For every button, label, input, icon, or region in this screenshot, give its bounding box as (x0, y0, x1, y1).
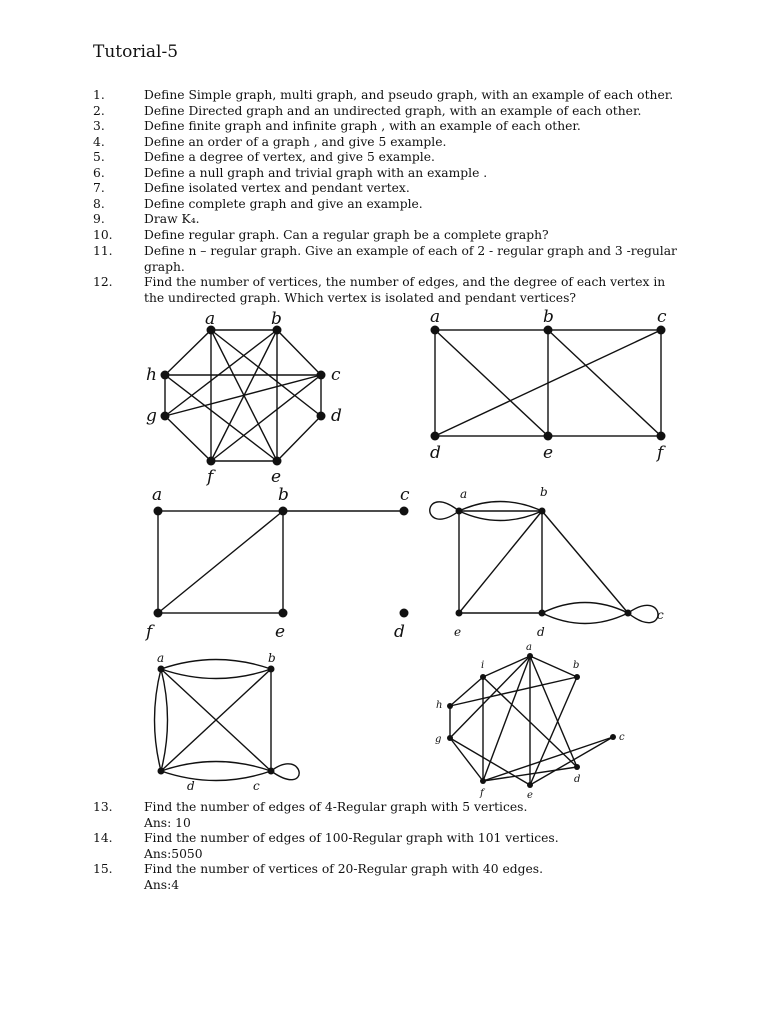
question-number: 9. (93, 212, 105, 226)
vertex-label: f (207, 467, 214, 487)
question-text: Define n – regular graph. Give an example of each of 2 - regular graph and 3 -regular graph. (144, 244, 677, 274)
question-number: 14. (93, 831, 113, 845)
vertex (657, 432, 666, 441)
vertex (207, 457, 216, 466)
vertex (625, 610, 632, 617)
vertex (154, 507, 163, 516)
vertex (539, 508, 546, 515)
question-text: Draw K₄. (144, 212, 200, 226)
vertex-label: c (657, 608, 664, 622)
graph-1 (165, 330, 321, 461)
graph-5 (155, 660, 300, 781)
question-number: 1. (93, 88, 105, 102)
vertex-label: a (526, 642, 532, 653)
vertex-label: d (394, 622, 405, 642)
graph-3 (158, 511, 404, 613)
vertex-label: c (331, 365, 341, 385)
question-number: 15. (93, 862, 113, 876)
question-text: Define a null graph and trivial graph with an example . (144, 166, 488, 180)
vertex-label: e (271, 467, 282, 487)
graph-2 (435, 330, 661, 436)
vertex (480, 674, 486, 680)
question-number: 12. (93, 275, 113, 289)
question-text: Define isolated vertex and pendant vertex. (144, 181, 410, 195)
answer-text: Ans: 10 (144, 816, 191, 830)
vertex (527, 782, 533, 788)
vertex-label: g (435, 734, 442, 745)
vertex-label: e (527, 790, 533, 801)
vertex (527, 653, 533, 659)
question-text: Define complete graph and give an example. (144, 197, 423, 211)
vertex-label: h (146, 365, 157, 385)
vertex-label: a (152, 485, 163, 505)
question-number: 8. (93, 197, 105, 211)
vertex-label: c (253, 779, 260, 793)
question-text: Find the number of edges of 4-Regular graph with 5 vertices. (144, 800, 528, 814)
question-number: 2. (93, 104, 105, 118)
vertex-label: f (657, 443, 664, 463)
vertex-label: c (400, 485, 410, 505)
answer-text: Ans:4 (144, 878, 180, 892)
vertex (447, 703, 453, 709)
question-number: 7. (93, 181, 105, 195)
vertex-label: a (460, 487, 468, 501)
vertex-label: e (543, 443, 554, 463)
vertex (158, 768, 165, 775)
question-text: Define Simple graph, multi graph, and pseudo graph, with an example of each other. (144, 88, 674, 102)
vertex (279, 507, 288, 516)
vertex (480, 778, 486, 784)
vertex-label: d (331, 406, 342, 426)
vertex (158, 666, 165, 673)
vertex (279, 609, 288, 618)
vertex-label: d (187, 779, 195, 793)
vertex-label: d (430, 443, 441, 463)
question-text: Define finite graph and infinite graph , with an example of each other. (144, 119, 581, 133)
vertex-label: f (146, 622, 153, 642)
vertex (456, 508, 463, 515)
vertex (161, 371, 170, 380)
vertex-label: d (574, 774, 581, 785)
vertex-label: e (454, 625, 462, 639)
vertex (544, 432, 553, 441)
question-number: 11. (93, 244, 113, 258)
vertex (273, 457, 282, 466)
vertex-label: a (157, 651, 165, 665)
answer-text: Ans:5050 (144, 847, 203, 861)
question-number: 13. (93, 800, 113, 814)
question-number: 4. (93, 135, 105, 149)
vertex (447, 735, 453, 741)
vertex-label: b (543, 307, 554, 327)
question-text: Define Directed graph and an undirected graph, with an example of each other. (144, 104, 642, 118)
vertex-label: a (430, 307, 441, 327)
vertex (400, 609, 409, 618)
vertex (268, 666, 275, 673)
vertex-label: i (481, 660, 485, 671)
vertex (317, 412, 326, 421)
vertex (154, 609, 163, 618)
vertex (400, 507, 409, 516)
vertex-label: b (573, 660, 580, 671)
vertex-label: c (619, 732, 625, 743)
vertex (431, 432, 440, 441)
question-text: Define a degree of vertex, and give 5 example. (144, 150, 435, 164)
vertex-label: b (268, 651, 276, 665)
vertex (610, 734, 616, 740)
question-text: Find the number of vertices, the number of edges, and the degree of each vertex in the undirected graph. Which vertex is isolated and pendant vertices? (144, 275, 666, 305)
vertex-label: g (146, 406, 157, 426)
question-number: 3. (93, 119, 105, 133)
vertex-label: h (436, 700, 443, 711)
question-text: Find the number of vertices of 20-Regular graph with 40 edges. (144, 862, 544, 876)
vertex-label: d (537, 625, 545, 639)
vertex (574, 764, 580, 770)
vertex (456, 610, 463, 617)
question-number: 5. (93, 150, 105, 164)
vertex-label: a (205, 309, 216, 329)
vertex-label: b (271, 309, 282, 329)
question-text: Define an order of a graph , and give 5 example. (144, 135, 447, 149)
question-text: Find the number of edges of 100-Regular graph with 101 vertices. (144, 831, 559, 845)
question-text: Define regular graph. Can a regular graph be a complete graph? (144, 228, 549, 242)
vertex-label: f (480, 788, 484, 799)
vertex-label: c (657, 307, 667, 327)
vertex (161, 412, 170, 421)
vertex (539, 610, 546, 617)
page-title: Tutorial-5 (93, 42, 179, 62)
vertex (268, 768, 275, 775)
vertex (317, 371, 326, 380)
graph-6 (450, 656, 613, 785)
vertex-label: e (275, 622, 286, 642)
question-number: 10. (93, 228, 113, 242)
graph-4 (430, 502, 658, 624)
vertex (574, 674, 580, 680)
vertex-label: b (278, 485, 289, 505)
question-number: 6. (93, 166, 105, 180)
vertex-label: b (540, 485, 548, 499)
